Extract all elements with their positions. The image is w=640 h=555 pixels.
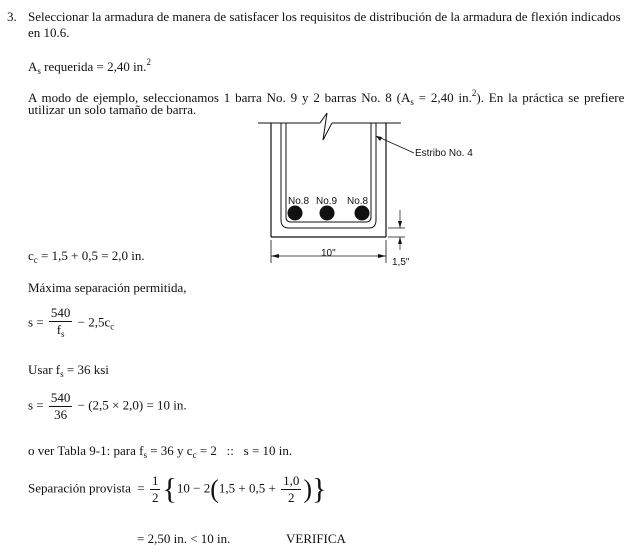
fraction-bar: $\frac{1,0}{2}$ bbox=[283, 473, 300, 505]
step-number: 3. bbox=[7, 9, 17, 24]
example-line2: utilizar un solo tamaño de barra. bbox=[28, 102, 197, 117]
stirrup-label: Estribo No. 4 bbox=[415, 148, 473, 159]
verdict: VERIFICA bbox=[286, 531, 346, 546]
provided-spacing-formula: Separación provista = $\frac{1}{2}$ {10 − 2(1,5 + 0,5 + $\frac{1,0}{2}$ )} bbox=[28, 472, 327, 506]
step-text-line1: Seleccionar la armadura de manera de satisfacer los requisitos de distribución de la armadura de flexión indicados bbox=[28, 9, 621, 24]
bar-label-right: No.8 bbox=[347, 196, 369, 207]
fraction-half: $\frac{1}{2}$ bbox=[151, 473, 159, 505]
result-text: = 2,50 in. < 10 in. bbox=[137, 531, 231, 546]
beam-section-drawing bbox=[258, 110, 520, 270]
beam-section-diagram bbox=[258, 110, 520, 270]
max-spacing-label: Máxima separación permitida, bbox=[28, 280, 187, 295]
close-brace: } bbox=[312, 472, 327, 506]
cover-cc: $c_c = 1,5 + 0,5 = 2,0$ in. bbox=[28, 248, 145, 265]
as-required: $A_s$ requerida = 2,40 in.$^2$ bbox=[28, 57, 151, 76]
formula-spacing-result: s = $\frac{540}{36}$ − (2,5 × 2,0) = 10 in. bbox=[28, 390, 187, 422]
fraction: $\frac{540}{36}$ bbox=[50, 390, 71, 422]
bar-label-center: No.9 bbox=[316, 196, 338, 207]
width-label: 10" bbox=[321, 248, 336, 259]
step-text-line2: en 10.6. bbox=[28, 25, 70, 40]
example-line1: A modo de ejemplo, seleccionamos 1 barra No. 9 y 2 barras No. 8 ($A_s = 2,40$ in.$^2$). En la práctica se prefiere bbox=[28, 88, 625, 107]
cover-label: 1,5" bbox=[392, 257, 410, 268]
use-fs: Usar $f_s = 36$ ksi bbox=[28, 362, 109, 379]
open-paren: ( bbox=[210, 474, 219, 504]
close-paren: ) bbox=[303, 474, 312, 504]
formula-max-spacing: s = $\frac{540}{f_s}$ − $2,5c_c$ bbox=[28, 305, 114, 342]
bar-label-left: No.8 bbox=[288, 196, 310, 207]
table-reference: o ver Tabla 9-1: para $f_s = 36$ y $c_c = 2$ :: s = 10 in. bbox=[28, 443, 293, 460]
fraction: $\frac{540}{f_s}$ bbox=[50, 305, 71, 339]
open-brace: { bbox=[162, 472, 177, 506]
